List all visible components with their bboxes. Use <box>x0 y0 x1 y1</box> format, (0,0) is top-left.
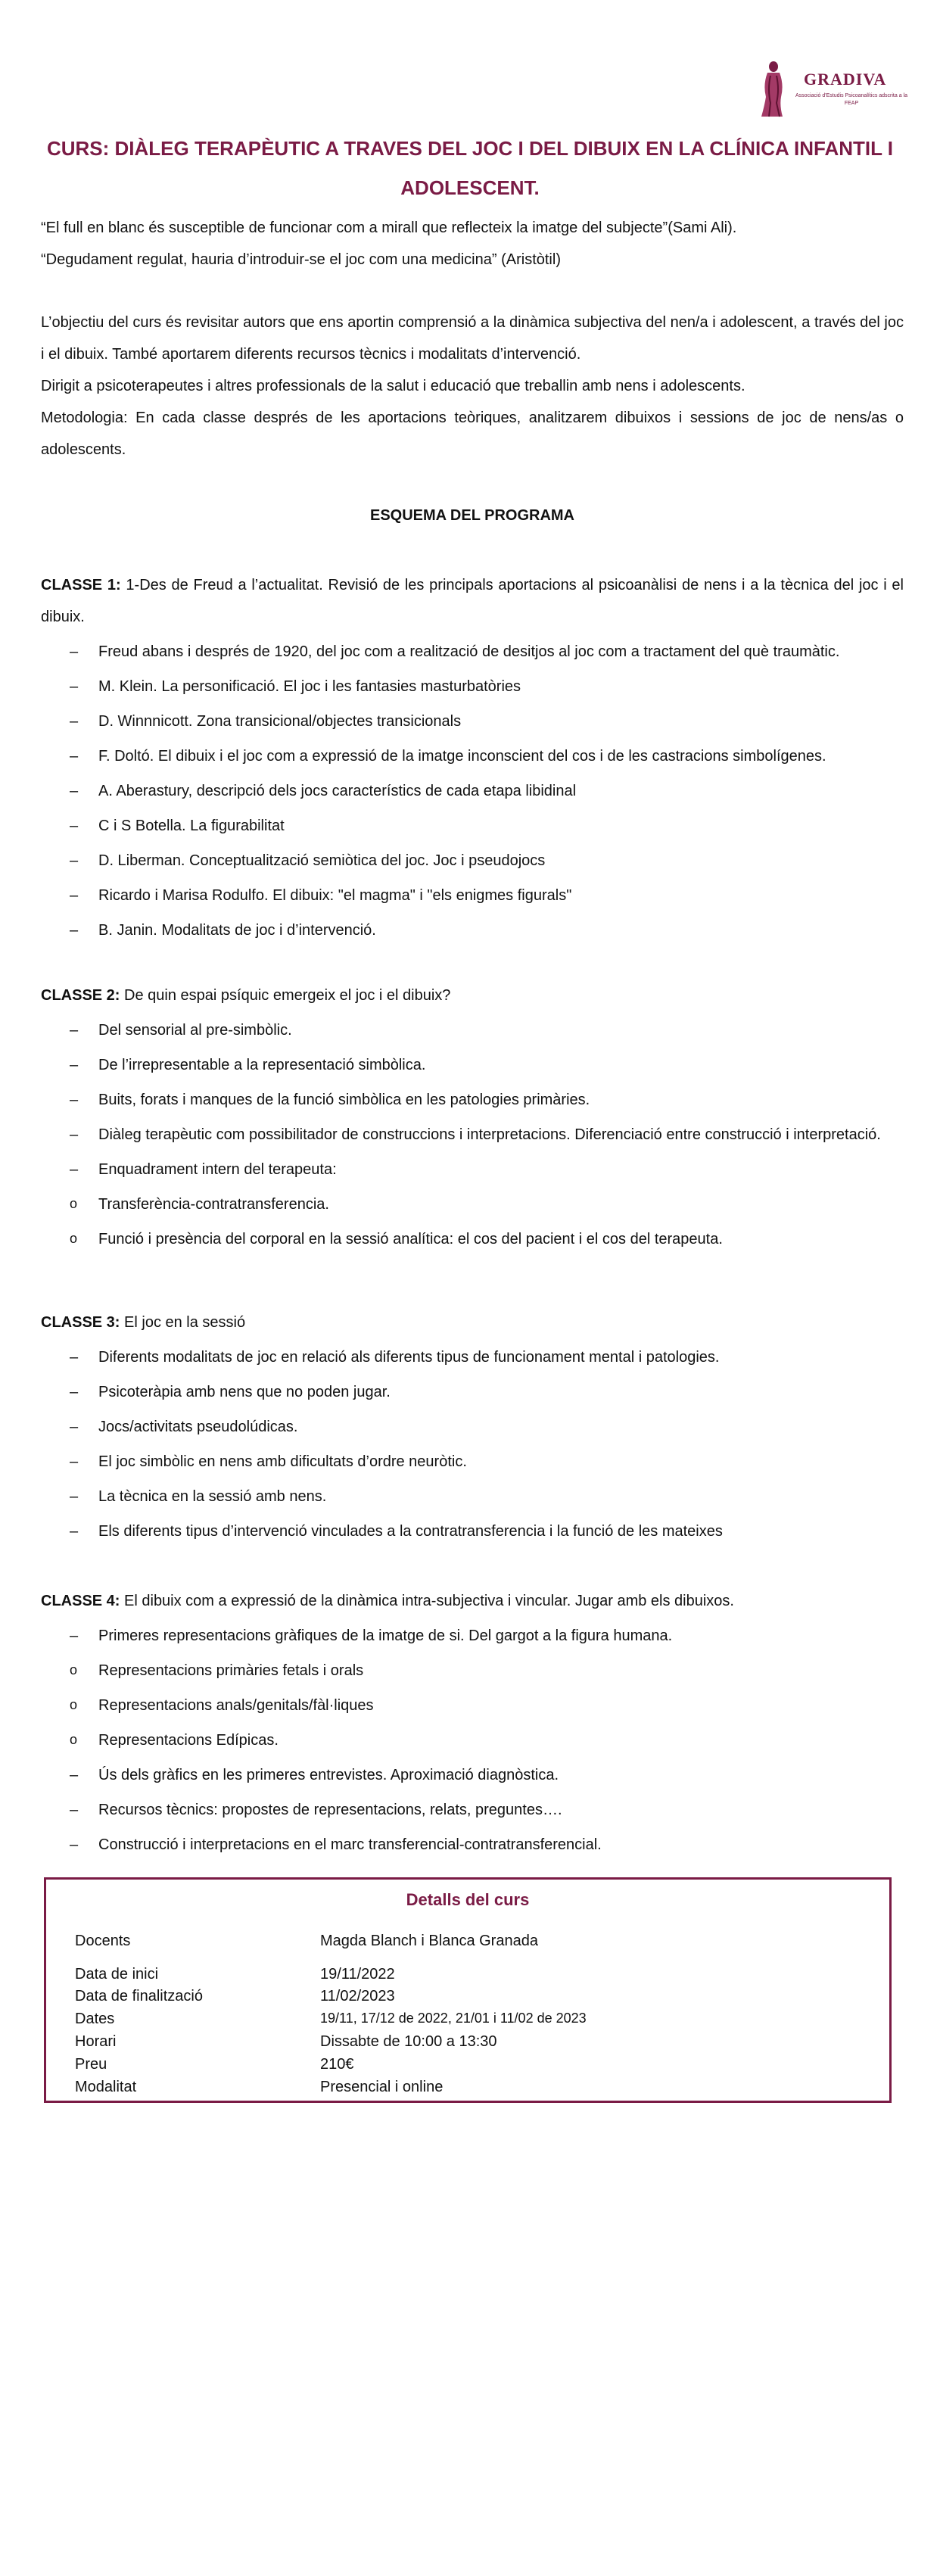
details-label: Dates <box>75 2011 115 2027</box>
details-heading: Detalls del curs <box>406 1890 530 1909</box>
list-item: – D. Liberman. Conceptualització semiòtica del joc. Joc i pseudojocs <box>41 845 904 877</box>
list-item-text: Primeres representacions gràfiques de la imatge de si. Del gargot a la figura humana. <box>98 1628 673 1644</box>
program-heading: ESQUEMA DEL PROGRAMA <box>369 507 575 524</box>
course-details-box <box>44 1877 892 2103</box>
details-row-price <box>75 2056 862 2079</box>
details-label: Docents <box>75 1933 131 1949</box>
list-item: – El joc simbòlic en nens amb dificultats d’ordre neuròtic. <box>41 1446 904 1478</box>
class-1-list <box>41 636 904 949</box>
list-item: – Ús dels gràfics en les primeres entrevistes. Aproximació diagnòstica. <box>41 1759 904 1791</box>
details-label: Modalitat <box>75 2079 137 2095</box>
sublist-item: o Transferència-contratransferencia. <box>41 1188 904 1220</box>
intro-objective: L’objectiu del curs és revisitar autors que ens aportin comprensió a la dinàmica subjectiva del nen/a i adolescent, a través del joc i el dibuix. També aportarem diferents recursos tècnics i modalitats d’intervenció. <box>41 314 904 363</box>
class-2-label: CLASSE 2: <box>41 987 120 1004</box>
list-item: – Diferents modalitats de joc en relació als diferents tipus de funcionament mental i patologies. <box>41 1341 904 1373</box>
intro-audience: Dirigit a psicoterapeutes i altres professionals de la salut i educació que treballin amb nens i adolescents. <box>41 378 745 394</box>
details-label: Data de finalització <box>75 1988 203 2004</box>
details-label: Horari <box>75 2033 117 2050</box>
gradiva-figure-icon <box>757 59 792 120</box>
list-item: – A. Aberastury, descripció dels jocs característics de cada etapa libidinal <box>41 775 904 807</box>
list-item: – F. Doltó. El dibuix i el joc com a expressió de la imatge inconscient del cos i de les castracions simbolígenes. <box>41 740 904 772</box>
class-3-heading <box>41 1307 904 1338</box>
class-1-label: CLASSE 1: <box>41 577 121 593</box>
details-value: 210€ <box>320 2056 354 2073</box>
list-item: – Construcció i interpretacions en el marc transferencial-contratransferencial. <box>41 1829 904 1861</box>
details-value: Magda Blanch i Blanca Granada <box>320 1933 538 1949</box>
list-item: – La tècnica en la sessió amb nens. <box>41 1481 904 1512</box>
list-item <box>41 1620 904 1756</box>
quote-aristotil: “Degudament regulat, hauria d’introduir-se el joc com una medicina” (Aristòtil) <box>41 251 561 268</box>
details-label: Data de inici <box>75 1966 159 1983</box>
details-row-start <box>75 1966 862 1989</box>
class-2-list <box>41 1014 904 1258</box>
intro-methodology: Metodologia: En cada classe després de les aportacions teòriques, analitzarem dibuixos i sessions de joc de nens/as o adolescents. <box>41 410 904 458</box>
class-4-heading <box>41 1585 904 1617</box>
list-item <box>41 1154 904 1255</box>
details-row-modality <box>75 2079 862 2101</box>
details-row-end <box>75 1988 862 2011</box>
sublist-item: o Representacions anals/genitals/fàl·liques <box>41 1690 904 1721</box>
class-4-sublist <box>41 1655 904 1756</box>
details-value: Dissabte de 10:00 a 13:30 <box>320 2033 497 2050</box>
course-title: CURS: DIÀLEG TERAPÈUTIC A TRAVES DEL JOC I DEL DIBUIX EN LA CLÍNICA INFANTIL I ADOLESCENT. <box>46 137 894 199</box>
class-3-list <box>41 1341 904 1550</box>
list-item: – Ricardo i Marisa Rodulfo. El dibuix: "el magma" i "els enigmes figurals" <box>41 880 904 911</box>
class-3-text: El joc en la sessió <box>124 1314 246 1331</box>
list-item: – C i S Botella. La figurabilitat <box>41 810 904 842</box>
details-value: Presencial i online <box>320 2079 444 2095</box>
list-item: – Diàleg terapèutic com possibilitador de construccions i interpretacions. Diferenciació entre construcció i interpretació. <box>41 1119 904 1151</box>
list-item: – Psicoteràpia amb nens que no poden jugar. <box>41 1376 904 1408</box>
sublist-item: o Funció i presència del corporal en la sessió analítica: el cos del pacient i el cos del terapeuta. <box>41 1223 904 1255</box>
details-label: Preu <box>75 2056 107 2073</box>
list-item: – Buits, forats i manques de la funció simbòlica en les patologies primàries. <box>41 1084 904 1116</box>
list-item: – D. Winnnicott. Zona transicional/objectes transicionals <box>41 706 904 737</box>
class-4-text: El dibuix com a expressió de la dinàmica intra-subjectiva i vincular. Jugar amb els dibuixos. <box>124 1593 734 1609</box>
sublist-item: o Representacions Edípicas. <box>41 1724 904 1756</box>
class-2-sublist <box>41 1188 904 1255</box>
list-item: – B. Janin. Modalitats de joc i d’intervenció. <box>41 914 904 946</box>
list-item: – Els diferents tipus d’intervenció vinculades a la contratransferencia i la funció de les mateixes <box>41 1515 904 1547</box>
list-item: – Del sensorial al pre-simbòlic. <box>41 1014 904 1046</box>
sublist-item: o Representacions primàries fetals i orals <box>41 1655 904 1687</box>
details-row-schedule <box>75 2033 862 2056</box>
logo-subtitle: Associació d'Estudis Psicoanalítics adscrita a la FEAP <box>795 93 907 106</box>
class-2-text: De quin espai psíquic emergeix el joc i el dibuix? <box>124 987 451 1004</box>
list-item: – M. Klein. La personificació. El joc i les fantasies masturbatòries <box>41 671 904 702</box>
logo-name: GRADIVA <box>804 70 887 89</box>
list-item: – De l’irrepresentable a la representació simbòlica. <box>41 1049 904 1081</box>
list-item: – Freud abans i després de 1920, del joc com a realització de desitjos al joc com a tractament del què traumàtic. <box>41 636 904 668</box>
class-1-heading <box>41 569 904 633</box>
list-item-text: Enquadrament intern del terapeuta: <box>98 1161 337 1178</box>
list-item: – Jocs/activitats pseudolúdicas. <box>41 1411 904 1443</box>
class-1-text: 1-Des de Freud a l’actualitat. Revisió de les principals aportacions al psicoanàlisi de nens i a la tècnica del joc i el dibuix. <box>41 577 904 625</box>
class-3-label: CLASSE 3: <box>41 1314 120 1331</box>
details-value: 19/11/2022 <box>320 1966 395 1983</box>
gradiva-logo <box>757 59 907 120</box>
details-value: 19/11, 17/12 de 2022, 21/01 i 11/02 de 2023 <box>320 2011 587 2026</box>
details-row-docents <box>75 1933 862 1955</box>
details-value: 11/02/2023 <box>320 1988 395 2004</box>
list-item: – Recursos tècnics: propostes de representacions, relats, preguntes…. <box>41 1794 904 1826</box>
class-4-list <box>41 1620 904 1864</box>
details-row-dates <box>75 2011 862 2033</box>
class-2-heading <box>41 980 904 1011</box>
class-4-label: CLASSE 4: <box>41 1593 120 1609</box>
quote-sami-ali: “El full en blanc és susceptible de funcionar com a mirall que reflecteix la imatge del subjecte”(Sami Ali). <box>41 220 737 236</box>
